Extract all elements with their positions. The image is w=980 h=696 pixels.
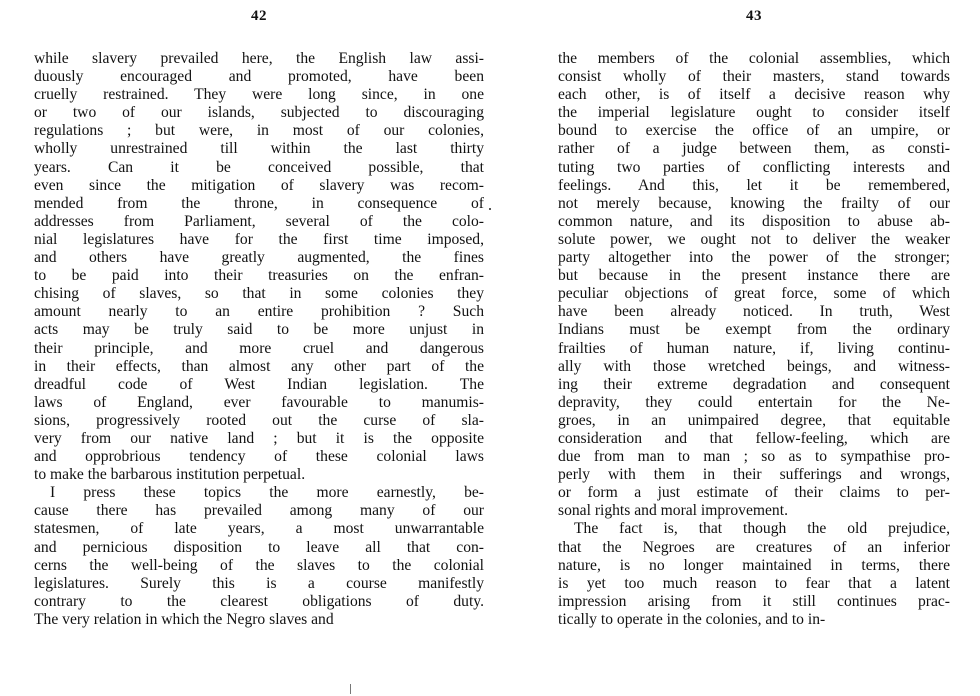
text-line: peculiar objections of great force, some of which bbox=[558, 285, 950, 303]
text-line: rather of a judge between them, as consti- bbox=[558, 140, 950, 158]
text-line: tically to operate in the colonies, and to in- bbox=[558, 610, 826, 628]
text-line: groes, in an unimpaired degree, that equitable bbox=[558, 411, 950, 429]
text-line: cause there has prevailed among many of our bbox=[34, 502, 484, 520]
text-line: The very relation in which the Negro slaves and bbox=[34, 610, 334, 628]
text-line: or two of our islands, subjected to discouraging bbox=[34, 104, 484, 122]
text-line: regulations ; but were, in most of our colonies, bbox=[34, 122, 484, 140]
text-line: cruelly restrained. They were long since, in one bbox=[34, 86, 484, 104]
text-line: solute power, we ought not to deliver the weaker bbox=[558, 230, 950, 248]
text-line: chising of slaves, so that in some colonies they bbox=[34, 285, 484, 303]
left-page-text bbox=[34, 50, 484, 629]
text-line: and pernicious disposition to leave all that con- bbox=[34, 538, 484, 556]
text-line: or form a just estimate of their claims to per- bbox=[558, 484, 950, 502]
text-line: frailties of human nature, if, living continu- bbox=[558, 339, 950, 357]
text-line: that the Negroes are creatures of an inferior bbox=[558, 538, 950, 556]
text-line: and opprobrious tendency of these colonial laws bbox=[34, 448, 484, 466]
text-line: contrary to the clearest obligations of duty. bbox=[34, 592, 484, 610]
text-line: sions, progressively rooted out the curse of sla- bbox=[34, 411, 484, 429]
text-line: years. Can it be conceived possible, that bbox=[34, 158, 484, 176]
text-line: wholly unrestrained till within the last thirty bbox=[34, 140, 484, 158]
text-line: amount nearly to an entire prohibition ? Such bbox=[34, 303, 484, 321]
text-line: each other, is of itself a decisive reason why bbox=[558, 86, 950, 104]
text-line: cerns the well-being of the slaves to the colonial bbox=[34, 556, 484, 574]
text-line: dreadful code of West Indian legislation. The bbox=[34, 375, 484, 393]
text-line: Indians must be exempt from the ordinary bbox=[558, 321, 950, 339]
text-line: acts may be truly said to be more unjust in bbox=[34, 321, 484, 339]
text-line: duously encouraged and promoted, have been bbox=[34, 68, 484, 86]
text-line: feelings. And this, let it be remembered, bbox=[558, 176, 950, 194]
text-line: common nature, and its disposition to abuse ab- bbox=[558, 212, 950, 230]
text-line: nature, is no longer maintained in terms, there bbox=[558, 556, 950, 574]
right-page-text bbox=[558, 50, 950, 629]
text-line: sonal rights and moral improvement. bbox=[558, 502, 788, 520]
text-line: to make the barbarous institution perpetual. bbox=[34, 466, 306, 484]
text-line: tuting two parties of conflicting interests and bbox=[558, 158, 950, 176]
right-page bbox=[558, 0, 950, 696]
text-line: I press these topics the more earnestly, be- bbox=[50, 484, 484, 502]
text-line: perly with them in their sufferings and wrongs, bbox=[558, 466, 950, 484]
text-line: consist wholly of their masters, stand towards bbox=[558, 68, 950, 86]
text-line: The fact is, that though the old prejudice, bbox=[574, 520, 950, 538]
text-line: is yet too much reason to fear that a latent bbox=[558, 574, 950, 592]
text-line: consideration and that fellow-feeling, which are bbox=[558, 429, 950, 447]
text-line: not merely because, knowing the frailty of our bbox=[558, 194, 950, 212]
text-line: in their effects, than almost any other part of the bbox=[34, 357, 484, 375]
text-line: to be paid into their treasuries on the enfran- bbox=[34, 267, 484, 285]
text-line: even since the mitigation of slavery was recom- bbox=[34, 176, 484, 194]
text-line: party altogether into the power of the stronger; bbox=[558, 249, 950, 267]
text-line: the members of the colonial assemblies, which bbox=[558, 50, 950, 67]
text-line: statesmen, of late years, a most unwarrantable bbox=[34, 520, 484, 538]
page-number-left: 42 bbox=[251, 8, 267, 24]
text-line: bound to exercise the office of an umpire, or bbox=[558, 122, 950, 140]
text-line: mended from the throne, in consequence of bbox=[34, 194, 484, 212]
text-line: ally with those wretched beings, and witness- bbox=[558, 357, 950, 375]
text-line: due from man to man ; so as to sympathise pro- bbox=[558, 448, 950, 466]
text-line: legislatures. Surely this is a course manifestly bbox=[34, 574, 484, 592]
text-line: addresses from Parliament, several of the colo- bbox=[34, 212, 484, 230]
gutter-mark bbox=[489, 208, 491, 210]
text-line: laws of England, ever favourable to manumis- bbox=[34, 393, 484, 411]
page-number-right: 43 bbox=[746, 8, 762, 24]
text-line: ing their extreme degradation and consequent bbox=[558, 375, 950, 393]
text-line: the imperial legislature ought to consider itself bbox=[558, 104, 950, 122]
text-line: depravity, they could entertain for the Ne- bbox=[558, 393, 950, 411]
text-line: their principle, and more cruel and dangerous bbox=[34, 339, 484, 357]
text-line: and others have greatly augmented, the fines bbox=[34, 249, 484, 267]
text-line: nial legislatures have for the first time imposed, bbox=[34, 230, 484, 248]
text-line: but because in the present instance there are bbox=[558, 267, 950, 285]
text-line: while slavery prevailed here, the English law assi- bbox=[34, 50, 484, 67]
text-line: impression arising from it still continues prac- bbox=[558, 592, 950, 610]
text-line: very from our native land ; but it is the opposite bbox=[34, 429, 484, 447]
text-line: have been already noticed. In truth, West bbox=[558, 303, 950, 321]
left-page bbox=[34, 0, 484, 696]
scan-mark bbox=[350, 684, 351, 694]
